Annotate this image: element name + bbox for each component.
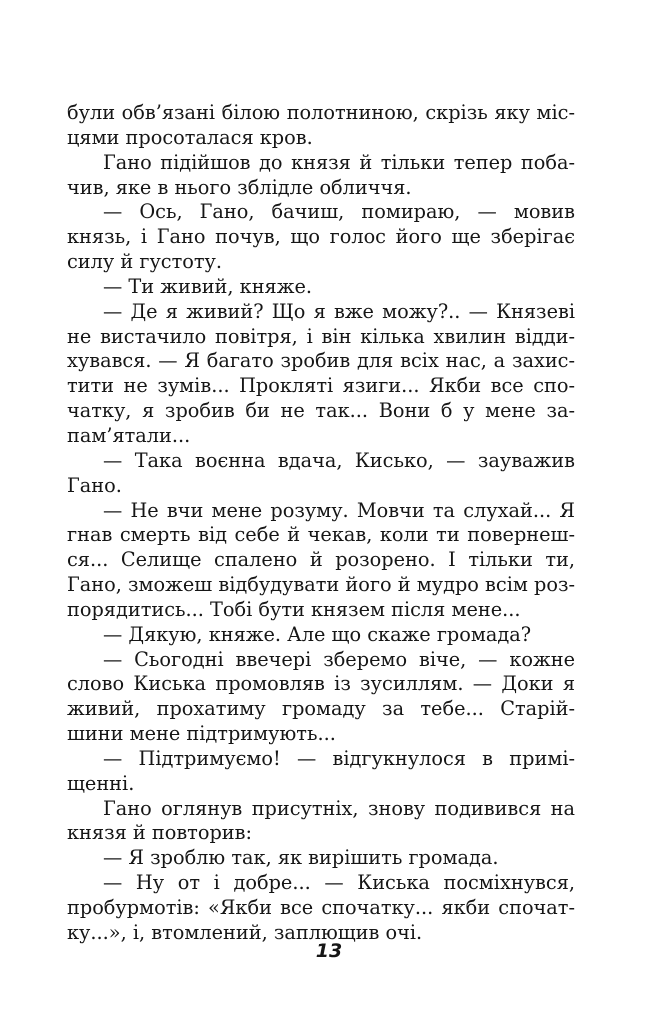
text-line: не вистачило повітря, і він кілька хвилин відди- <box>67 324 575 348</box>
text-line: — Де я живий? Що я вже можу?.. — Князеві <box>103 299 575 323</box>
text-line: ку...», і, втомлений, заплющив очі. <box>67 920 423 944</box>
text-line: шини мене підтримують... <box>67 722 336 746</box>
text-line: ся... Селище спалено й розорено. І тільки ти, <box>67 548 575 572</box>
text-line: Гано, зможеш відбудувати його й мудро всім роз- <box>67 573 575 597</box>
text-line: цями просоталася кров. <box>67 125 313 149</box>
text-line: — Підтримуємо! — відгукнулося в примі- <box>103 746 575 770</box>
text-line: Гано підійшов до князя й тільки тепер поба- <box>103 150 575 174</box>
text-line: — Сьогодні ввечері збеpемо віче, — кожне <box>103 647 575 671</box>
text-line: чатку, я зробив би не так... Вони б у мене за- <box>67 399 575 423</box>
text-line: — Я зроблю так, як вирішить громада. <box>103 846 499 870</box>
text-line: хувався. — Я багато зробив для всіх нас, а захис- <box>67 349 575 373</box>
text-line: були обв’язані білою полотниною, скрізь яку міс- <box>67 101 575 124</box>
text-line: — Ти живий, княже. <box>103 274 312 298</box>
text-line: — Ось, Гано, бачиш, помираю, — мовив <box>103 200 575 224</box>
text-line: слово Киська промовляв із зусиллям. — Доки я <box>67 672 575 696</box>
text-line: — Не вчи мене розуму. Мовчи та слухай... Я <box>103 498 575 522</box>
text-line: порядитись... Тобі бути князем після мене... <box>67 597 521 621</box>
text-line: живий, прохатиму громаду за тебе... Старій- <box>67 697 575 721</box>
text-line: пам’ятали... <box>67 423 191 447</box>
text-line: тити не зумів... Прокляті язиги... Якби все спо- <box>67 374 575 398</box>
text-line: гнав смерть від себе й чекав, коли ти повернеш- <box>67 523 575 547</box>
text-line: чив, яке в нього зблідле обличчя. <box>67 175 412 199</box>
text-line: князя й повторив: <box>67 821 252 845</box>
text-line: — Дякую, княже. Але що скаже громада? <box>103 622 532 646</box>
page-body-text <box>67 101 575 946</box>
text-line: — Ну от і добре... — Киська посміхнувся, <box>103 871 575 895</box>
text-line: щенні. <box>67 771 135 795</box>
text-line: силу й густоту. <box>67 250 223 274</box>
text-line: Гано. <box>67 473 122 497</box>
page-number: 13 <box>315 940 343 962</box>
text-line: князь, і Гано почув, що голос його ще зберігає <box>67 225 575 249</box>
text-line: Гано оглянув присутніх, знову подивився на <box>103 796 575 820</box>
text-line: — Така воєнна вдача, Кисько, — зауважив <box>103 448 575 472</box>
text-line: пробурмотів: «Якби все спочатку... якби спочат- <box>67 896 575 919</box>
